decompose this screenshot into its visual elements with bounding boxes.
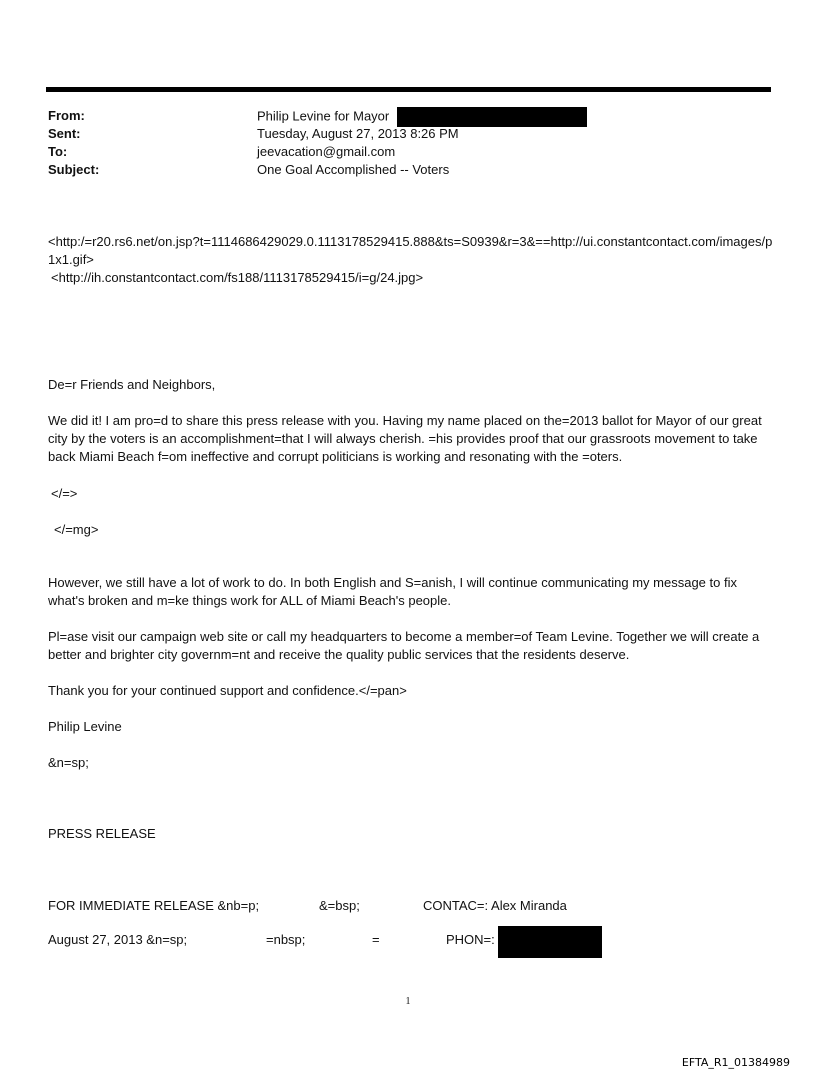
from-name: Philip Levine for Mayor xyxy=(257,108,390,124)
press-release-heading: PRESS RELEASE xyxy=(48,826,156,841)
paragraph-3: Pl=ase visit our campaign web site or call my headquarters to become a member=of Team Levine. Together we will create a better and brighter city governm=nt and receive the quality public services that the residents deserve. xyxy=(48,629,760,662)
html-fragment-2: </=mg> xyxy=(54,522,99,537)
subject-value: One Goal Accomplished -- Voters xyxy=(257,162,450,177)
tracking-link: <http:/=r20.rs6.net/on.jsp?t=1114686429029.0.1113178529415.888&ts=S0939&r=3&==http://ui.constantcontact.com/images/p1x1.gif> xyxy=(48,234,773,267)
paragraph-4: Thank you for your continued support and confidence.</=pan> xyxy=(48,683,407,698)
from-row xyxy=(48,107,390,125)
date-col-2: =nbsp; xyxy=(266,932,306,947)
sent-label: Sent: xyxy=(48,126,81,141)
to-row xyxy=(48,143,396,161)
release-col-1: FOR IMMEDIATE RELEASE &nb=p; xyxy=(48,898,260,913)
from-value xyxy=(257,107,587,127)
date-col-1: August 27, 2013 &n=sp; xyxy=(48,932,188,947)
image-link: <http://ih.constantcontact.com/fs188/1113178529415/i=g/24.jpg> xyxy=(51,270,424,285)
subject-row xyxy=(48,161,450,179)
date-col-3: = xyxy=(372,932,380,947)
sent-value: Tuesday, August 27, 2013 8:26 PM xyxy=(257,126,459,141)
greeting: De=r Friends and Neighbors, xyxy=(48,377,216,392)
sent-row xyxy=(48,125,459,143)
header-rule xyxy=(46,87,771,92)
to-value: jeevacation@gmail.com xyxy=(257,144,396,159)
phone-redaction-box xyxy=(498,926,602,958)
page-number: 1 xyxy=(405,996,411,1007)
to-label: To: xyxy=(48,144,68,159)
from-label: From: xyxy=(48,108,85,123)
contact-label: CONTAC=: Alex Miranda xyxy=(423,898,567,913)
paragraph-2: However, we still have a lot of work to do. In both English and S=anish, I will continue communicating my message to fix what's broken and m=ke things work for ALL of Miami Beach's people. xyxy=(48,575,737,608)
phone-label: PHON=: xyxy=(446,932,495,947)
paragraph-1: We did it! I am pro=d to share this press release with you. Having my name placed on the=2013 ballot for Mayor of our great city by the voters is an accomplishment=that I will always cherish. =his provides proof that our grassroots movement to take back Miami Beach f=om ineffective and corrupt politicians is working and resonating with the =oters. xyxy=(48,413,762,464)
html-fragment-1: </=> xyxy=(51,486,78,501)
subject-label: Subject: xyxy=(48,162,100,177)
nbsp-fragment: &n=sp; xyxy=(48,755,89,770)
release-col-2: &=bsp; xyxy=(319,898,360,913)
signature: Philip Levine xyxy=(48,719,122,734)
document-id: EFTA_R1_01384989 xyxy=(681,1056,790,1069)
redaction-box xyxy=(397,107,587,127)
